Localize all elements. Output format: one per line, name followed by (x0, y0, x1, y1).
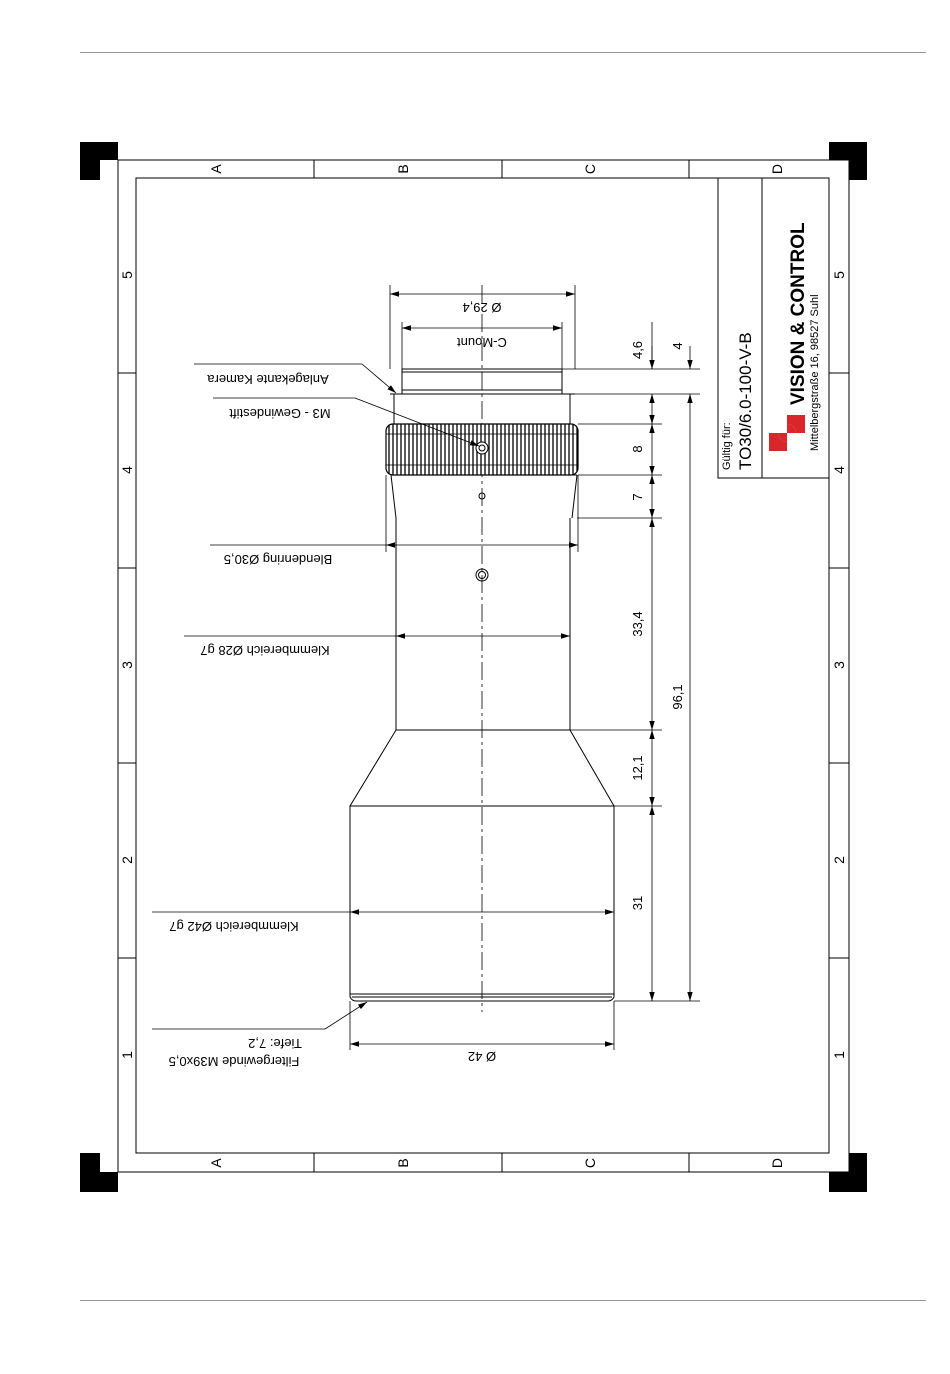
label-m3-gewindestift: M3 - Gewindestift (229, 406, 331, 421)
label-anlagekante-kamera: Anlagekante Kamera (207, 372, 329, 387)
zone-label: 2 (831, 856, 847, 864)
zone-label: 5 (831, 271, 847, 279)
company-address: Mittelbergstraße 16, 98527 Suhl (809, 294, 821, 451)
zone-label: 3 (831, 661, 847, 669)
zone-label: 1 (119, 1051, 135, 1059)
dim-8: 8 (630, 445, 645, 453)
label-filtergewinde: Filtergewinde M39x0,5 (168, 1054, 300, 1069)
zone-label: C (582, 163, 598, 175)
label-tiefe: Tiefe: 7,2 (248, 1036, 302, 1051)
zone-label: D (769, 163, 785, 175)
label-klemmbereich-42: Klemmbereich Ø42 g7 (169, 919, 299, 934)
valid-for-label: Gültig für: (721, 422, 733, 470)
zone-label: 2 (119, 856, 135, 864)
label-klemmbereich-28: Klemmbereich Ø28 g7 (200, 643, 330, 658)
zone-label: C (582, 1157, 598, 1169)
company-name: VISION & CONTROL (788, 222, 809, 405)
label-c-mount: C-Mount (457, 335, 507, 350)
zone-label: 1 (831, 1051, 847, 1059)
zone-label: 3 (119, 661, 135, 669)
zone-label: B (395, 164, 411, 174)
label-blendenring: Blendenring Ø30,5 (223, 552, 333, 567)
dim-33-4: 33,4 (630, 611, 645, 637)
zone-label: D (769, 1157, 785, 1169)
zone-label: A (208, 1158, 224, 1168)
dim-12-1: 12,1 (630, 755, 645, 781)
dim-dia-42: Ø 42 (467, 1049, 497, 1064)
zone-label: A (208, 164, 224, 174)
zone-label: 4 (119, 466, 135, 474)
knurled-ring (386, 424, 578, 475)
dim-7: 7 (630, 493, 645, 501)
zone-label: 4 (831, 466, 847, 474)
part-number: TO30/6.0-100-V-B (736, 332, 755, 470)
zone-label: B (395, 1158, 411, 1168)
dim-dia-29-4: Ø 29,4 (462, 300, 502, 315)
dim-96-1: 96,1 (670, 684, 685, 710)
dim-4: 4 (670, 342, 685, 350)
zone-label: 5 (119, 271, 135, 279)
title-block (718, 178, 829, 478)
dim-31: 31 (630, 895, 645, 911)
dim-4-6: 4,6 (630, 340, 645, 360)
